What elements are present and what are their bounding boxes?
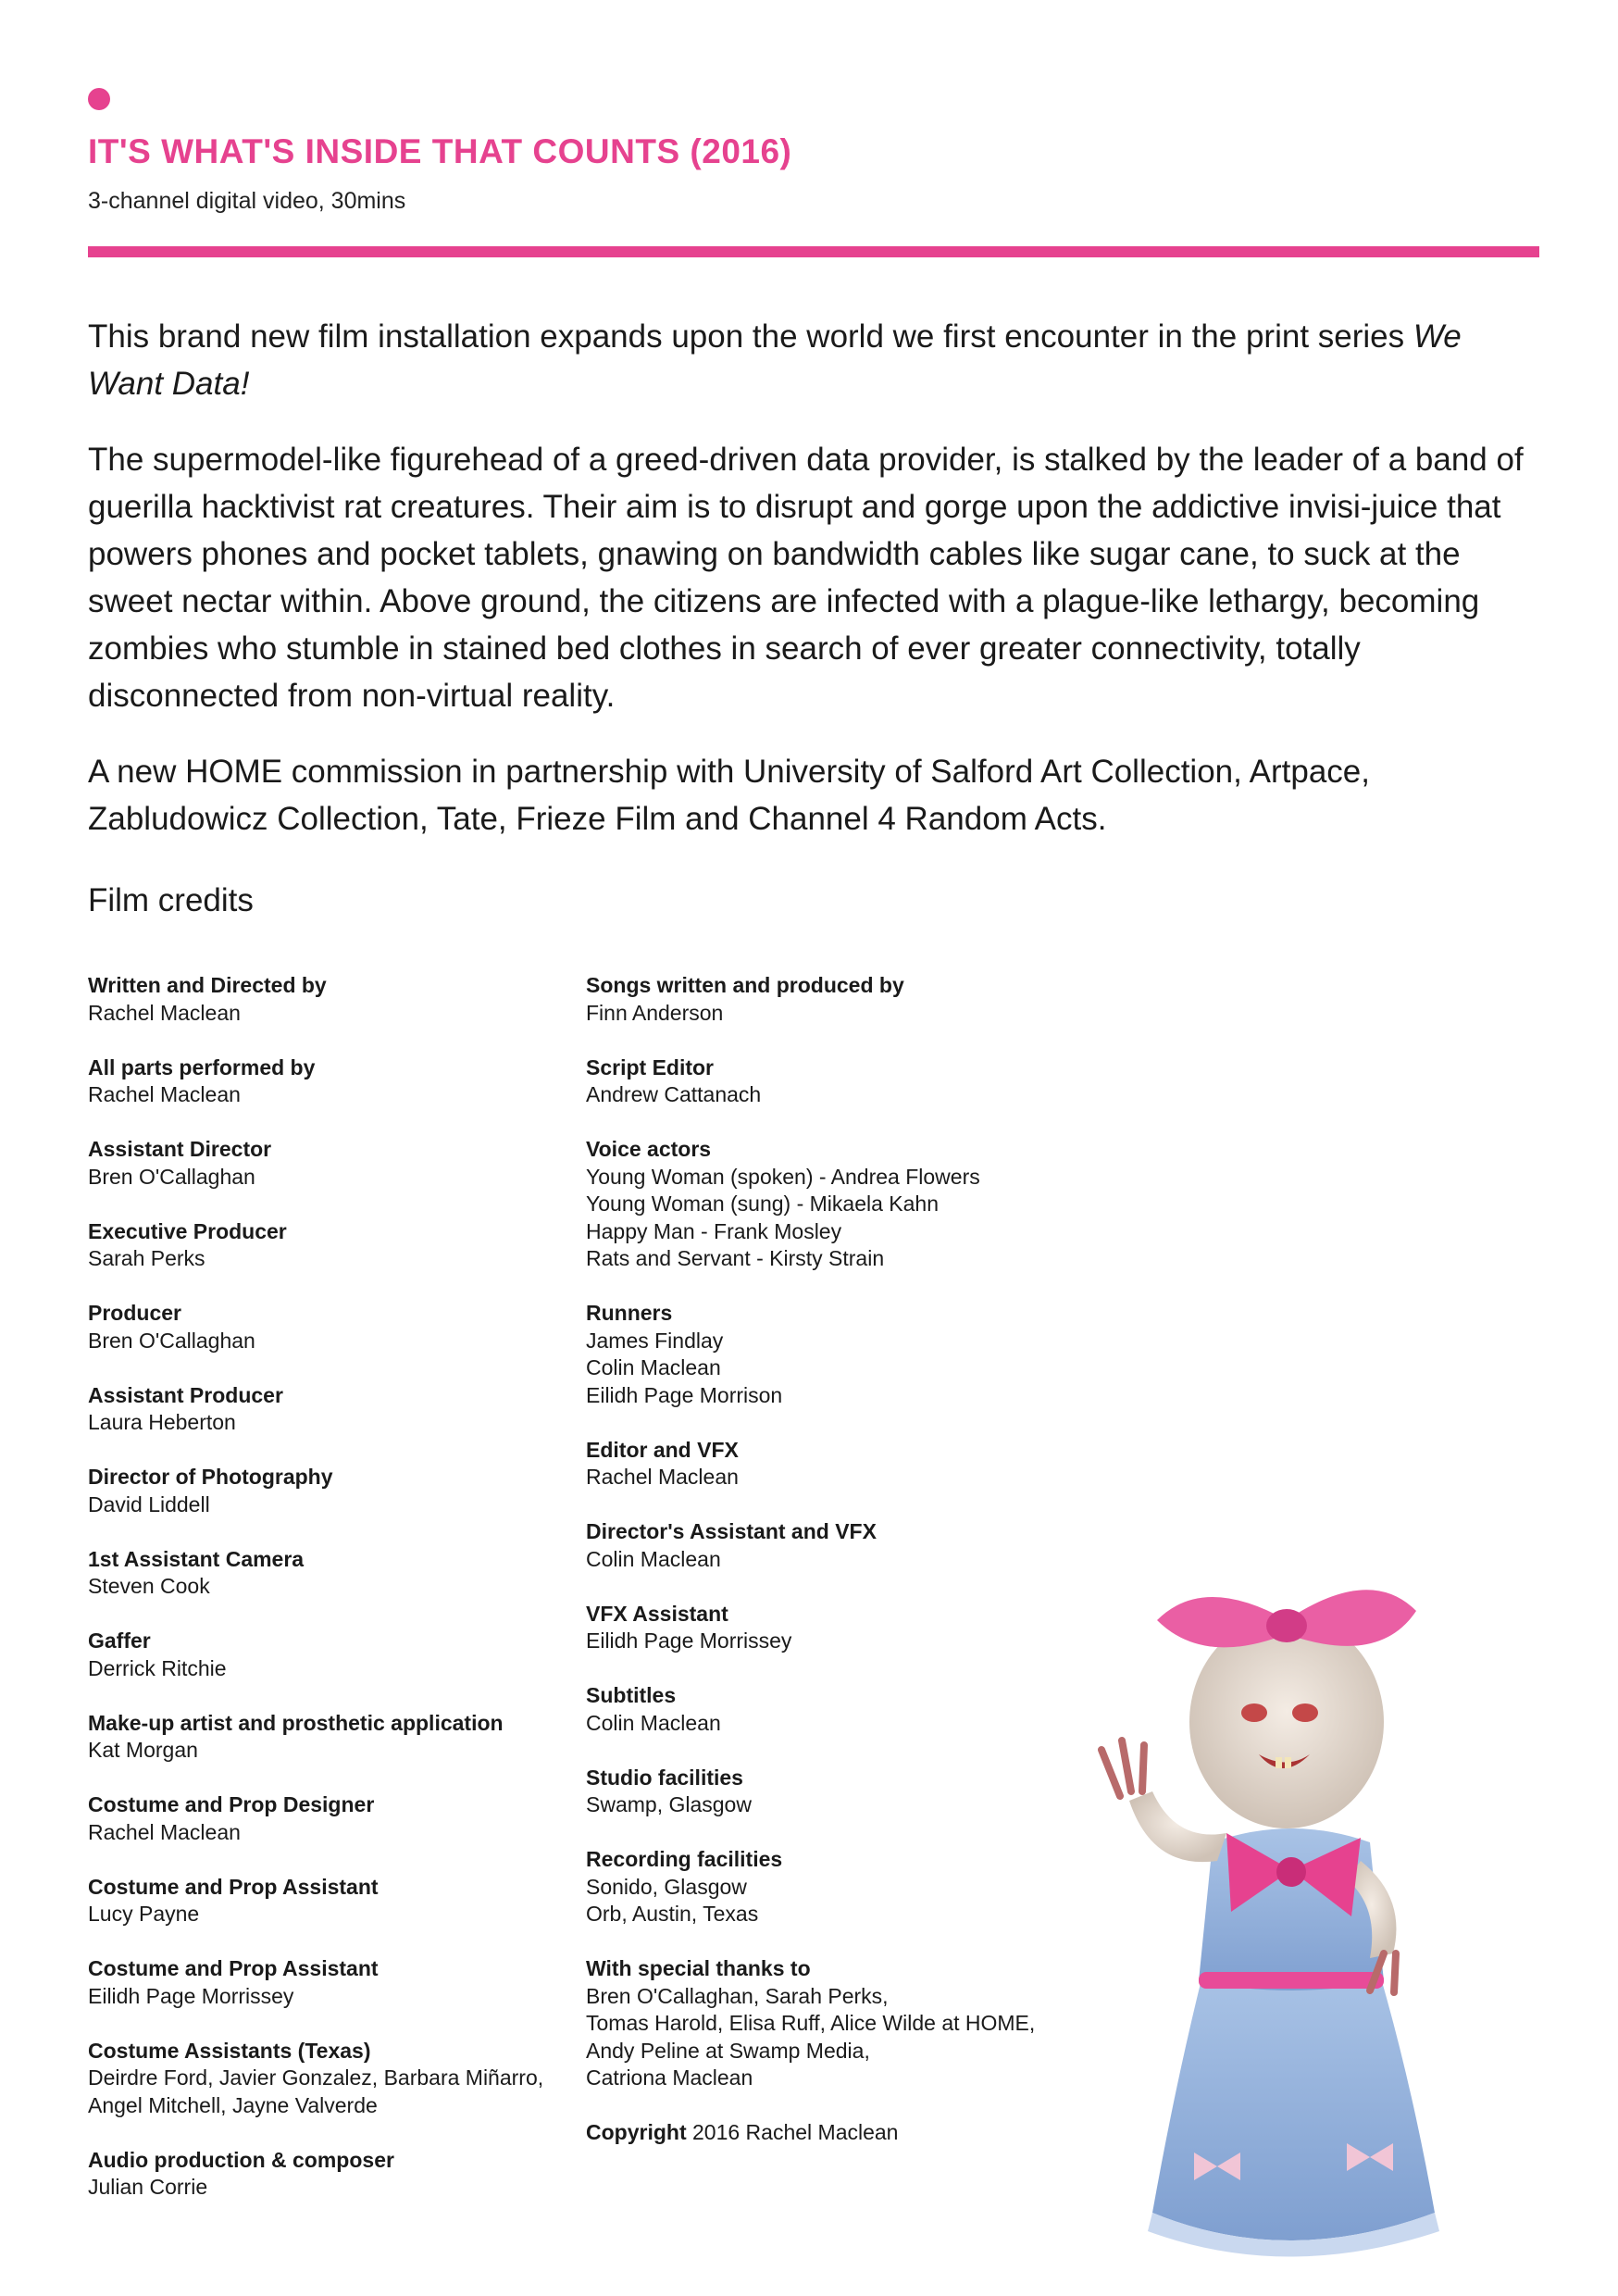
credit-name: Angel Mitchell, Jayne Valverde — [88, 2092, 378, 2117]
credit-block — [586, 1300, 1086, 1409]
credit-block — [88, 1382, 588, 1437]
credit-name: Rachel Maclean — [88, 1819, 241, 1844]
credit-name: Colin Maclean — [586, 1710, 721, 1735]
chest-bow-knot — [1276, 1857, 1306, 1887]
commission-paragraph: A new HOME commission in partnership with University of Salford Art Collection, Artpace, Zabludowicz Collection, Tate, Frieze Film and Channel 4 Random Acts. — [88, 754, 1370, 837]
credit-role: Assistant Director — [88, 1137, 272, 1161]
credit-block — [586, 1846, 1086, 1928]
credit-block — [88, 1955, 588, 2010]
credit-block — [88, 1464, 588, 1518]
intro-text: This brand new film installation expands upon the world we first encounter in the print series — [88, 318, 1405, 355]
credit-name: Steven Cook — [88, 1574, 210, 1598]
description — [88, 313, 1541, 871]
credit-name: Kat Morgan — [88, 1738, 198, 1762]
credit-block — [88, 1874, 588, 1928]
tooth-right — [1285, 1757, 1291, 1768]
dress-skirt — [1152, 1972, 1435, 2240]
credit-name: Eilidh Page Morrison — [586, 1382, 783, 1407]
page-title: IT'S WHAT'S INSIDE THAT COUNTS (2016) — [88, 132, 792, 170]
credit-name: Rachel Maclean — [88, 1000, 241, 1025]
rat-creature-figure — [1064, 1565, 1509, 2277]
credit-name: Sarah Perks — [88, 1246, 205, 1270]
credit-role: Editor and VFX — [586, 1437, 739, 1462]
credit-name: Sonido, Glasgow — [586, 1874, 747, 1899]
credit-name: Happy Man - Frank Mosley — [586, 1218, 842, 1243]
print-series-title: We Want Data! — [88, 318, 1462, 402]
credit-block — [586, 1437, 1086, 1491]
credit-name: Young Woman (sung) - Mikaela Kahn — [586, 1192, 939, 1216]
credit-name: Swamp, Glasgow — [586, 1792, 752, 1816]
hair-bow-knot — [1266, 1609, 1307, 1642]
credit-role: Studio facilities — [586, 1765, 743, 1790]
right-eye — [1292, 1703, 1318, 1722]
credit-role: Written and Directed by — [88, 973, 327, 997]
credit-name: Deirdre Ford, Javier Gonzalez, Barbara Miñarro, — [88, 2065, 544, 2090]
credit-role: Gaffer — [88, 1628, 151, 1653]
header-divider — [88, 246, 1539, 257]
credit-role: Subtitles — [586, 1683, 677, 1707]
credit-name: Catriona Maclean — [586, 2065, 753, 2090]
waist-sash — [1199, 1972, 1384, 1989]
credit-role: VFX Assistant — [586, 1601, 728, 1626]
credit-role: Assistant Producer — [88, 1382, 283, 1407]
credit-name: Tomas Harold, Elisa Ruff, Alice Wilde at HOME, — [586, 2011, 1036, 2035]
credits-column-right — [586, 972, 1086, 2147]
credit-name: Orb, Austin, Texas — [586, 1902, 759, 1926]
credit-role: Costume and Prop Assistant — [88, 1874, 379, 1899]
copyright-text: 2016 Rachel Maclean — [692, 2120, 899, 2144]
credit-block — [586, 972, 1086, 1027]
left-arm — [1129, 1791, 1226, 1862]
credit-block — [88, 1054, 588, 1109]
credit-name: Eilidh Page Morrissey — [88, 1983, 294, 2008]
credit-name: Rats and Servant - Kirsty Strain — [586, 1246, 885, 1270]
left-claws — [1101, 1741, 1144, 1796]
credit-name: Derrick Ritchie — [88, 1655, 227, 1680]
credit-name: Lucy Payne — [88, 1902, 200, 1926]
credit-name: Rachel Maclean — [88, 1082, 241, 1106]
intro-paragraph — [88, 313, 1541, 407]
credit-role: 1st Assistant Camera — [88, 1546, 305, 1571]
synopsis-paragraph: The supermodel-like figurehead of a greed-driven data provider, is stalked by the leader of a band of guerilla hacktivist rat creatures. Their aim is to disrupt and gorge upon the addictive invisi-juice that powers phones and pocket tablets, gnawing on bandwidth cables like sugar cane, to suck at the sweet nectar within. Above ground, the citizens are infected with a plague-like lethargy, becoming zombies who stumble in stained bed clothes in search of ever greater connectivity, totally disconnected from non-virtual reality. — [88, 442, 1524, 714]
credit-role: Script Editor — [586, 1054, 715, 1079]
credit-role: Director of Photography — [88, 1465, 333, 1489]
credit-role: Costume Assistants (Texas) — [88, 2038, 371, 2063]
credit-block — [586, 1682, 1086, 1737]
credit-block — [586, 1518, 1086, 1573]
credits-right-list — [586, 972, 1086, 2092]
credit-block — [88, 1546, 588, 1601]
credit-role: Costume and Prop Designer — [88, 1792, 375, 1816]
credit-block — [88, 1791, 588, 1846]
credit-name: Laura Heberton — [88, 1410, 236, 1434]
credit-block — [586, 1054, 1086, 1109]
credit-role: Executive Producer — [88, 1218, 287, 1243]
credit-name: Colin Maclean — [586, 1546, 721, 1571]
credit-name: James Findlay — [586, 1328, 724, 1353]
credit-role: Producer — [88, 1301, 181, 1325]
credit-name: Young Woman (spoken) - Andrea Flowers — [586, 1164, 980, 1189]
tooth-left — [1276, 1757, 1282, 1768]
credit-block — [586, 1136, 1086, 1273]
credit-block — [88, 972, 588, 1027]
credit-block — [586, 1601, 1086, 1655]
credit-block — [88, 1628, 588, 1682]
credit-role: Audio production & composer — [88, 2147, 394, 2172]
credit-name: Rachel Maclean — [586, 1465, 739, 1489]
credit-block — [586, 1765, 1086, 1819]
left-eye — [1241, 1703, 1267, 1722]
credit-block — [88, 2038, 588, 2120]
credit-name: Eilidh Page Morrissey — [586, 1628, 792, 1653]
credit-name: Finn Anderson — [586, 1000, 724, 1025]
page-subtitle: 3-channel digital video, 30mins — [88, 188, 406, 214]
hair-bow-right — [1287, 1590, 1416, 1646]
copyright-label: Copyright — [586, 2120, 687, 2144]
credit-name: David Liddell — [88, 1491, 210, 1516]
credit-role: All parts performed by — [88, 1054, 316, 1079]
credit-role: Make-up artist and prosthetic application — [88, 1710, 504, 1735]
credit-name: Colin Maclean — [586, 1355, 721, 1379]
credits-column-left — [88, 972, 588, 2228]
creature-head — [1189, 1616, 1384, 1828]
credit-role: Director's Assistant and VFX — [586, 1519, 877, 1543]
credit-role: With special thanks to — [586, 1956, 811, 1980]
credit-role: Voice actors — [586, 1137, 712, 1161]
credit-role: Songs written and produced by — [586, 973, 904, 997]
credit-name: Andrew Cattanach — [586, 1082, 762, 1106]
credit-name: Julian Corrie — [88, 2175, 208, 2199]
credit-block — [88, 1300, 588, 1354]
accent-dot — [88, 88, 110, 110]
credit-name: Andy Peline at Swamp Media, — [586, 2038, 870, 2063]
credit-block — [88, 1710, 588, 1765]
credit-name: Bren O'Callaghan — [88, 1164, 255, 1189]
credit-block — [88, 1218, 588, 1273]
credit-role: Runners — [586, 1301, 673, 1325]
copyright-line — [586, 2119, 1086, 2147]
credits-heading: Film credits — [88, 882, 254, 918]
credit-block — [88, 2147, 588, 2202]
credit-name: Bren O'Callaghan — [88, 1328, 255, 1353]
credit-block — [88, 1136, 588, 1191]
credit-name: Bren O'Callaghan, Sarah Perks, — [586, 1983, 889, 2008]
credit-block — [586, 1955, 1086, 2092]
credit-role: Recording facilities — [586, 1847, 783, 1871]
credit-role: Costume and Prop Assistant — [88, 1956, 379, 1980]
